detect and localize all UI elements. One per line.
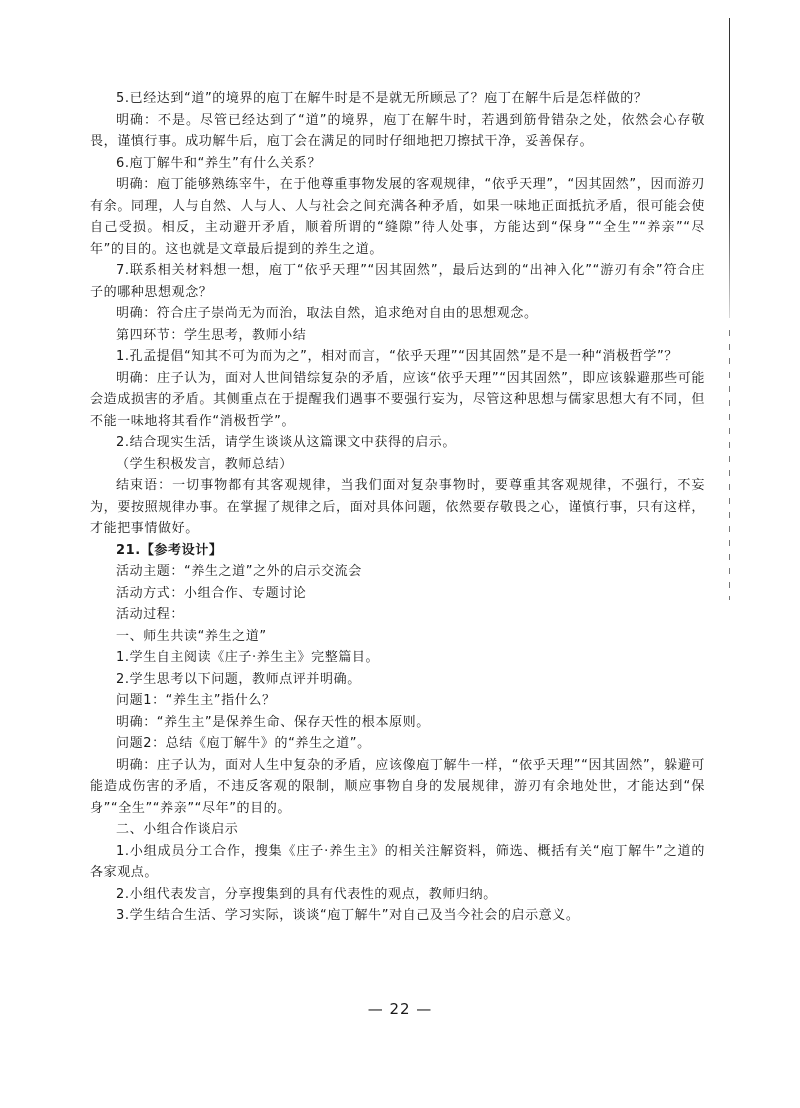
section-heading: 第四环节：学生思考，教师小结 <box>116 327 307 343</box>
paragraph: 问题1：“养生主”指什么？ <box>116 693 276 708</box>
paragraph: 1.学生自主阅读《庄子·养生主》完整篇目。 <box>116 650 380 665</box>
paragraph: 活动过程： <box>116 607 185 622</box>
paragraph: 6.庖丁解牛和“养生”有什么关系？ <box>116 155 322 171</box>
paragraph: 3.学生结合生活、学习实际，谈谈“庖丁解牛”对自己及当今社会的启示意义。 <box>116 908 580 923</box>
paragraph: 活动方式：小组合作、专题讨论 <box>116 585 307 601</box>
paragraph: 明确：庖丁能够熟练宰牛，在于他尊重事物发展的客观规律，“依乎天理”，“因其固然”，因而游刃有余。同理，人与自然、人与人、人与社会之间充满各种矛盾，如果一味地正面抵抗矛盾，很可能会使自己受损。相反，主动避开矛盾，顺着所谓的“缝隙”待人处事，方能达到“保身”“全生”“养亲”“尽年”的目的。这也就是文章最后提到的养生之道。 <box>90 177 705 257</box>
paragraph: 结束语：一切事物都有其客观规律，当我们面对复杂事物时，要尊重其客观规律，不强行，不妄为，要按照规律办事。在掌握了规律之后，面对具体问题，依然要存敬畏之心，谨慎行事，只有这样，才能把事情做好。 <box>90 478 705 536</box>
paragraph: 2.小组代表发言，分享搜集到的具有代表性的观点，教师归纳。 <box>116 886 497 902</box>
paragraph: 明确：“养生主”是保养生命、保存天性的根本原则。 <box>116 714 430 730</box>
paragraph: （学生积极发言，教师总结） <box>116 456 293 472</box>
section-heading: 二、小组合作谈启示 <box>116 822 239 837</box>
paragraph: 2.结合现实生活，请学生谈谈从这篇课文中获得的启示。 <box>116 435 457 450</box>
document-body <box>90 88 705 927</box>
binding-edge-line <box>729 18 730 318</box>
binding-edge-dashes <box>729 330 730 600</box>
paragraph: 明确：不是。尽管已经达到了“道”的境界，庖丁在解牛时，若遇到筋骨错杂之处，依然会心存敬畏，谨慎行事。成功解牛后，庖丁会在满足的同时仔细地把刀擦拭干净，妥善保存。 <box>90 112 705 149</box>
section-heading: 21.【参考设计】 <box>116 542 223 558</box>
paragraph: 1.小组成员分工合作，搜集《庄子·养生主》的相关注解资料，筛选、概括有关“庖丁解牛”之道的各家观点。 <box>90 843 705 880</box>
paragraph: 明确：符合庄子崇尚无为而治，取法自然，追求绝对自由的思想观念。 <box>116 306 538 321</box>
paragraph: 7.联系相关材料想一想，庖丁“依乎天理”“因其固然”，最后达到的“出神入化”“游刃有余”符合庄子的哪种思想观念？ <box>90 263 705 300</box>
paragraph: 明确：庄子认为，面对人生中复杂的矛盾，应该像庖丁解牛一样，“依乎天理”“因其固然”，躲避可能造成伤害的矛盾，不违反客观的限制，顺应事物自身的发展规律，游刃有余地处世，才能达到“保身”“全生”“养亲”“尽年”的目的。 <box>90 757 705 816</box>
paragraph: 2.学生思考以下问题，教师点评并明确。 <box>116 671 361 687</box>
paragraph: 1.孔孟提倡“知其不可为而为之”，相对而言，“依乎天理”“因其固然”是不是一种“消极哲学”？ <box>116 349 678 364</box>
page-number: — 22 — <box>367 1000 433 1018</box>
paragraph: 明确：庄子认为，面对人世间错综复杂的矛盾，应该“依乎天理”“因其固然”，即应该躲避那些可能会造成损害的矛盾。其侧重点在于提醒我们遇事不要强行妄为，尽管这种思想与儒家思想大有不同，但不能一味地将其看作“消极哲学”。 <box>90 370 705 429</box>
paragraph: 问题2：总结《庖丁解牛》的“养生之道”。 <box>116 736 371 751</box>
paragraph: 5.已经达到“道”的境界的庖丁在解牛时是不是就无所顾忌了？庖丁在解牛后是怎样做的？ <box>116 91 648 106</box>
paragraph: 活动主题：“养生之道”之外的启示交流会 <box>116 564 362 579</box>
section-heading: 一、师生共读“养生之道” <box>116 628 267 644</box>
